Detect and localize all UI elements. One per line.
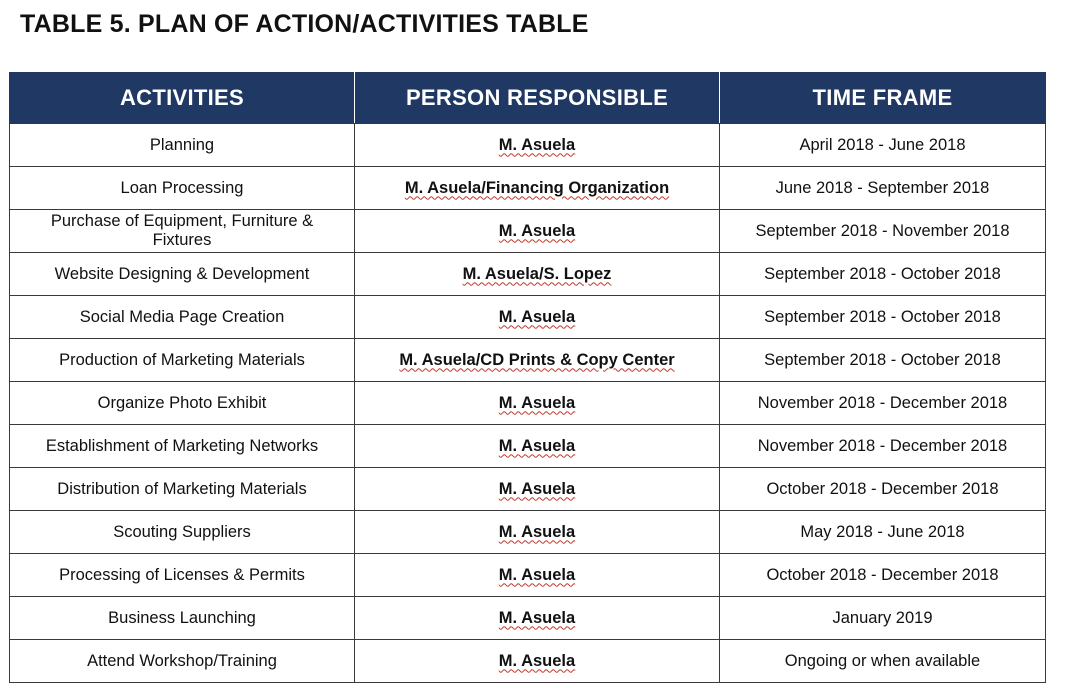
person-cell: [355, 382, 720, 425]
table-row: [10, 511, 1046, 554]
timeframe-cell: October 2018 - December 2018: [720, 554, 1046, 597]
person-name: M. Asuela: [498, 135, 576, 154]
person-cell: [355, 640, 720, 683]
table-row: [10, 554, 1046, 597]
person-cell: [355, 210, 720, 253]
table-row: [10, 382, 1046, 425]
timeframe-cell: September 2018 - November 2018: [720, 210, 1046, 253]
column-header-activities: ACTIVITIES: [10, 73, 355, 124]
person-name: M. Asuela: [498, 479, 576, 498]
person-cell: [355, 296, 720, 339]
person-cell: [355, 253, 720, 296]
action-plan-table: [9, 72, 1046, 683]
person-cell: [355, 124, 720, 167]
table-row: [10, 124, 1046, 167]
activity-cell: Production of Marketing Materials: [10, 339, 355, 382]
person-cell: [355, 339, 720, 382]
person-name: M. Asuela: [498, 651, 576, 670]
person-name: M. Asuela/Financing Organization: [404, 178, 670, 197]
person-cell: [355, 167, 720, 210]
table-row: [10, 253, 1046, 296]
person-name: M. Asuela: [498, 608, 576, 627]
table-row: [10, 425, 1046, 468]
person-cell: [355, 468, 720, 511]
activity-cell: Business Launching: [10, 597, 355, 640]
table-row: [10, 597, 1046, 640]
activity-cell: Website Designing & Development: [10, 253, 355, 296]
timeframe-cell: June 2018 - September 2018: [720, 167, 1046, 210]
person-cell: [355, 425, 720, 468]
timeframe-cell: September 2018 - October 2018: [720, 296, 1046, 339]
activity-cell: Establishment of Marketing Networks: [10, 425, 355, 468]
column-header-time-frame: TIME FRAME: [720, 73, 1046, 124]
activity-cell: Distribution of Marketing Materials: [10, 468, 355, 511]
person-cell: [355, 511, 720, 554]
person-name: M. Asuela/CD Prints & Copy Center: [399, 350, 675, 369]
table-row: [10, 210, 1046, 253]
table-row: [10, 296, 1046, 339]
person-name: M. Asuela/S. Lopez: [462, 264, 612, 283]
timeframe-cell: May 2018 - June 2018: [720, 511, 1046, 554]
activity-cell: Planning: [10, 124, 355, 167]
activity-cell: Loan Processing: [10, 167, 355, 210]
activity-cell: Processing of Licenses & Permits: [10, 554, 355, 597]
person-cell: [355, 554, 720, 597]
activity-cell: Scouting Suppliers: [10, 511, 355, 554]
table-body: [10, 124, 1046, 683]
activity-cell: Attend Workshop/Training: [10, 640, 355, 683]
activity-cell: Social Media Page Creation: [10, 296, 355, 339]
person-cell: [355, 597, 720, 640]
timeframe-cell: October 2018 - December 2018: [720, 468, 1046, 511]
person-name: M. Asuela: [498, 393, 576, 412]
table-header-row: [10, 73, 1046, 124]
table-row: [10, 468, 1046, 511]
timeframe-cell: November 2018 - December 2018: [720, 382, 1046, 425]
column-header-person-responsible: PERSON RESPONSIBLE: [355, 73, 720, 124]
table-row: [10, 167, 1046, 210]
table-row: [10, 640, 1046, 683]
timeframe-cell: Ongoing or when available: [720, 640, 1046, 683]
timeframe-cell: April 2018 - June 2018: [720, 124, 1046, 167]
person-name: M. Asuela: [498, 565, 576, 584]
timeframe-cell: September 2018 - October 2018: [720, 339, 1046, 382]
timeframe-cell: November 2018 - December 2018: [720, 425, 1046, 468]
activity-cell: Purchase of Equipment, Furniture & Fixtures: [10, 210, 355, 253]
timeframe-cell: September 2018 - October 2018: [720, 253, 1046, 296]
activity-cell: Organize Photo Exhibit: [10, 382, 355, 425]
person-name: M. Asuela: [498, 436, 576, 455]
timeframe-cell: January 2019: [720, 597, 1046, 640]
page-title: TABLE 5. PLAN OF ACTION/ACTIVITIES TABLE: [20, 10, 589, 38]
person-name: M. Asuela: [498, 307, 576, 326]
person-name: M. Asuela: [498, 221, 576, 240]
table-row: [10, 339, 1046, 382]
person-name: M. Asuela: [498, 522, 576, 541]
